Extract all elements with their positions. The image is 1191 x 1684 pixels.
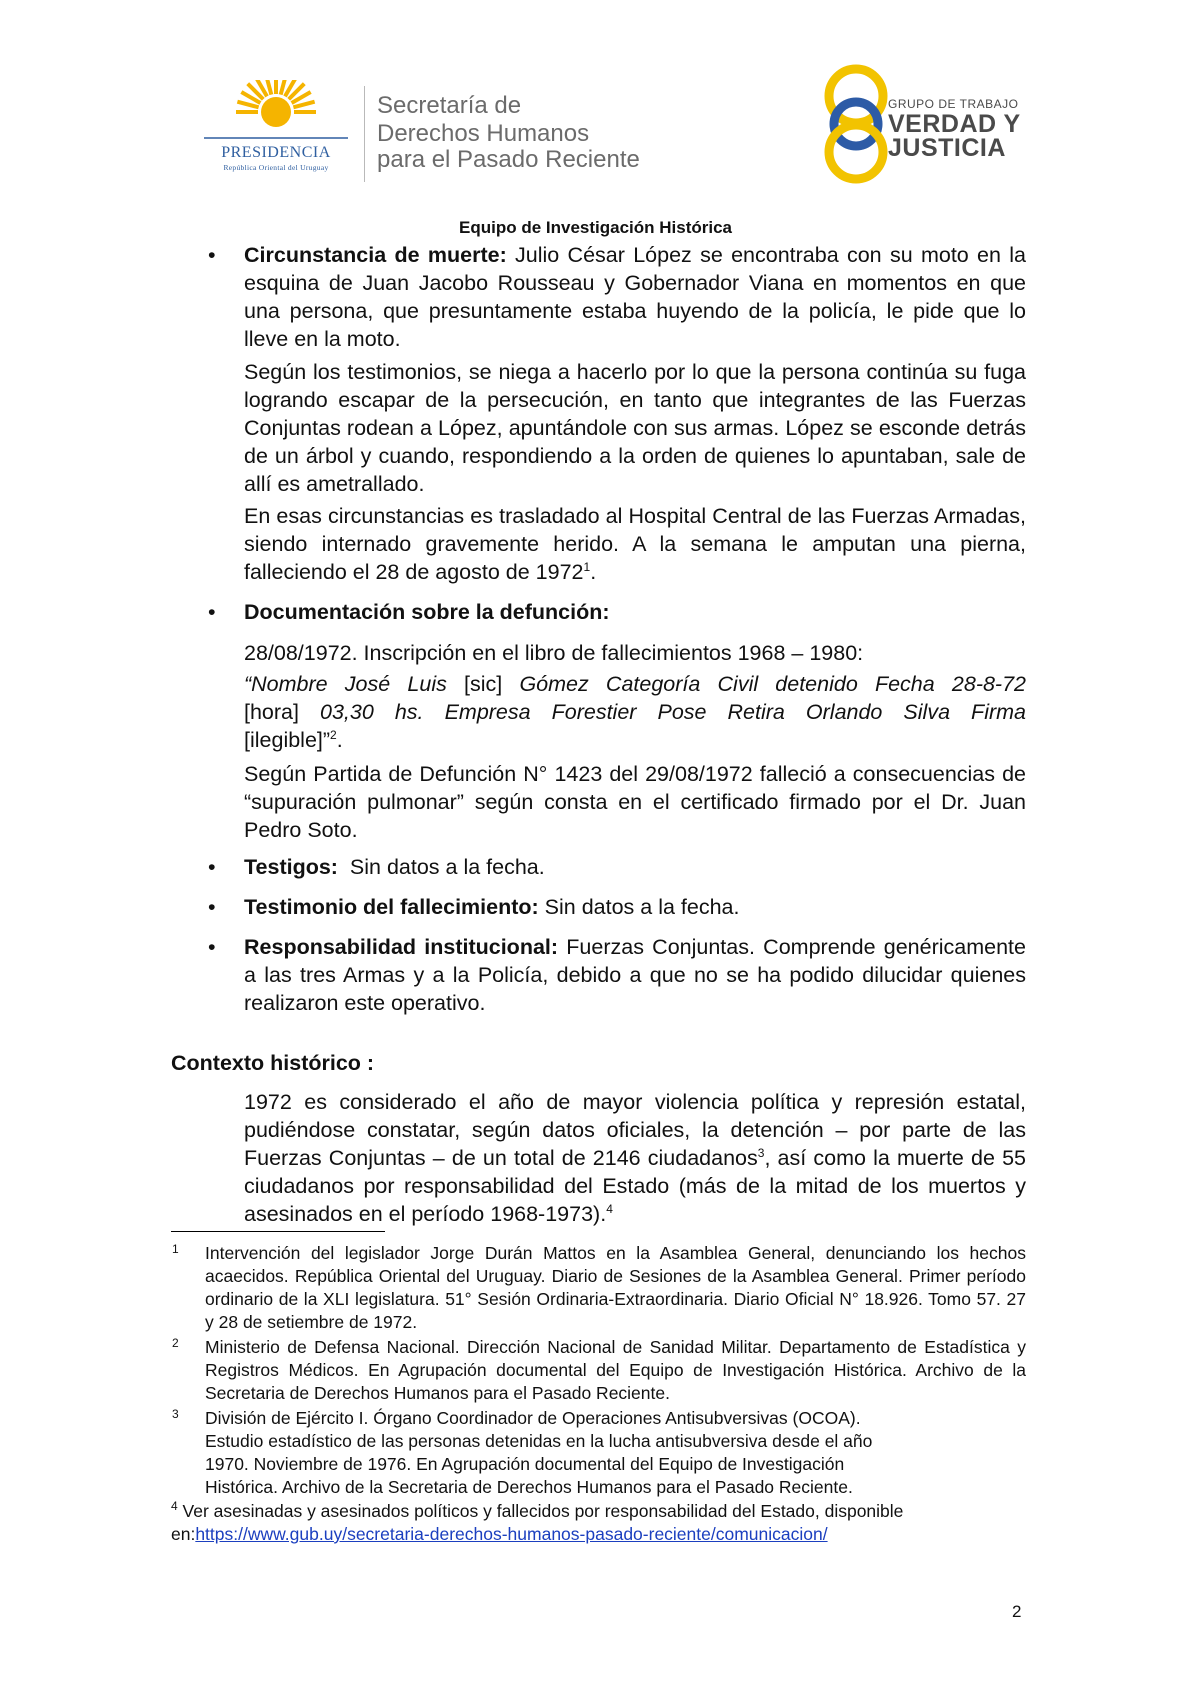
presidencia-subtitle: República Oriental del Uruguay xyxy=(223,163,329,172)
bullet: • xyxy=(208,935,216,959)
verdad-y-label: VERDAD Y xyxy=(888,110,1021,138)
footnote-3-line: División de Ejército I. Órgano Coordinador de Operaciones Antisubversivas (OCOA). xyxy=(205,1408,861,1428)
sun-ray xyxy=(293,102,314,108)
responsabilidad-label: Responsabilidad institucional: xyxy=(244,935,559,959)
contexto-paragraph xyxy=(244,1088,1026,1228)
circunstancia-label: Circunstancia de muerte: xyxy=(244,243,507,267)
quote-part: “Nombre José Luis xyxy=(244,672,447,696)
bullet: • xyxy=(208,600,216,624)
secretaria-line-2: Derechos Humanos xyxy=(377,120,590,147)
footnote-1: Intervención del legislador Jorge Durán Mattos en la Asamblea General, denunciando los hechos acaecidos. República Oriental del Uruguay. Diario de Sesiones de la Asamblea General. Primer período ordinario de la XLI legislatura. 51° Sesión Ordinaria-Extraordinaria. Diario Oficial N° 18.926. Tomo 57. 27 y 28 de setiembre de 1972. xyxy=(205,1243,1026,1332)
secretaria-line-3: para el Pasado Reciente xyxy=(377,146,640,173)
contexto-heading: Contexto histórico : xyxy=(171,1051,375,1075)
footnote-ref-3[interactable]: 3 xyxy=(757,1145,765,1160)
testimonio-text: Sin datos a la fecha. xyxy=(538,895,740,919)
documentacion-heading xyxy=(244,598,1026,626)
footnote-number-4: 4 xyxy=(171,1499,178,1514)
footnote-3-line: Histórica. Archivo de la Secretaria de Derechos Humanos para el Pasado Reciente. xyxy=(205,1477,853,1497)
footnote-separator xyxy=(171,1231,385,1232)
footnote-number-2: 2 xyxy=(172,1336,179,1350)
circunstancia-paragraph xyxy=(244,241,1026,353)
contexto-text-b: , así como la muerte de 55 ciudadanos por responsabilidad del Estado (más de la mitad de los muertos y asesinados en el período 1968-1973). xyxy=(244,1146,1026,1226)
bullet: • xyxy=(208,895,216,919)
testigos-text: Sin datos a la fecha. xyxy=(337,855,545,879)
circunstancia-paragraph-2: Según los testimonios, se niega a hacerlo por lo que la persona continúa su fuga logrando escapar de la persecución, en tanto que integrantes de las Fuerzas Conjuntas rodean a López, apuntándole con sus armas. López se esconde detrás de un árbol y cuando, respondiendo a la orden de quienes lo apuntaban, sale de allí es ametrallado. xyxy=(244,360,1026,496)
documentacion-quote: “Nombre José Luis [sic] Gómez Categoría Civil detenido Fecha 28-8-72 [hora] 03,30 hs. Empresa Forestier Pose Retira Orlando Silva Firma [ilegible]”$^2$. xyxy=(244,672,1027,752)
quote-part: Gómez Categoría Civil detenido Fecha 28-8-72 xyxy=(519,672,1027,696)
sun-ray xyxy=(237,102,258,108)
documentacion-paragraph-3: Según Partida de Defunción N° 1423 del 29/08/1972 falleció a consecuencias de “supuración pulmonar” según consta en el certificado firmado por el Dr. Juan Pedro Soto. xyxy=(244,762,1026,842)
testimonio-label: Testimonio del fallecimiento: xyxy=(244,895,539,919)
documentacion-label: Documentación sobre la defunción: xyxy=(244,600,610,624)
secretaria-line-1: Secretaría de xyxy=(377,92,522,119)
quote-part: [sic] xyxy=(446,672,520,696)
footnote-ref-1[interactable]: 1 xyxy=(583,559,591,574)
footnote-4 xyxy=(171,1500,1026,1546)
circunstancia-paragraph-3: En esas circunstancias es trasladado al Hospital Central de las Fuerzas Armadas, siendo internado gravemente herido. A la semana le amputan una pierna, falleciendo el 28 de agosto de 1972$^1$. xyxy=(244,504,1026,584)
footnote-number-3: 3 xyxy=(172,1407,179,1421)
footnote-3-line: 1970. Noviembre de 1976. En Agrupación documental del Equipo de Investigación xyxy=(205,1454,845,1474)
footnote-3-line: Estudio estadístico de las personas detenidas en la lucha antisubversiva desde el año xyxy=(205,1431,873,1451)
documentacion-paragraph-1: 28/08/1972. Inscripción en el libro de fallecimientos 1968 – 1980: xyxy=(244,641,864,665)
footnote-3 xyxy=(205,1407,1026,1499)
footnote-4-text: Ver asesinadas y asesinados políticos y fallecidos por responsabilidad del Estado, disponible en: xyxy=(171,1501,904,1544)
page-number: 2 xyxy=(1012,1602,1022,1621)
responsabilidad-paragraph xyxy=(244,933,1026,1017)
bullet: • xyxy=(208,855,216,879)
header-divider xyxy=(364,86,365,182)
quote-part: [hora] xyxy=(244,700,321,724)
testigos-label: Testigos: xyxy=(244,855,338,879)
quote-part: [ilegible]” xyxy=(244,728,331,752)
bullet: • xyxy=(208,243,216,267)
footnote-ref-2[interactable]: 2 xyxy=(330,727,337,742)
testimonio-line xyxy=(244,893,1026,921)
quote-part: 03,30 hs. Empresa Forestier Pose Retira Orlando Silva Firma xyxy=(320,700,1026,724)
presidencia-title: PRESIDENCIA xyxy=(221,144,331,161)
circunstancia-text: Julio César López se encontraba con su moto en la esquina de Juan Jacobo Rousseau y Gobernador Viana en momentos en que una persona, que presuntamente estaba huyendo de la policía, le pide que lo lleve en la moto. xyxy=(244,243,1026,351)
grupo-trabajo-label: GRUPO DE TRABAJO xyxy=(888,97,1019,111)
footnote-number-1: 1 xyxy=(172,1242,179,1256)
footnote-2: Ministerio de Defensa Nacional. Dirección Nacional de Sanidad Militar. Departamento de Estadística y Registros Médicos. En Agrupación documental del Equipo de Investigación Histórica. Archivo de la Secretaria de Derechos Humanos para el Pasado Reciente. xyxy=(205,1337,1026,1403)
footnote-ref-4[interactable]: 4 xyxy=(606,1201,613,1216)
testigos-line xyxy=(244,853,1026,881)
justicia-label: JUSTICIA xyxy=(888,134,1006,162)
footnote-4-link[interactable]: https://www.gub.uy/secretaria-derechos-humanos-pasado-reciente/comunicacion/ xyxy=(195,1524,828,1544)
circunstancia-text-3: En esas circunstancias es trasladado al Hospital Central de las Fuerzas Armadas, siendo internado gravemente herido. A la semana le amputan una pierna, falleciendo el 28 de agosto de 1972 xyxy=(244,504,1026,584)
team-heading: Equipo de Investigación Histórica xyxy=(459,218,732,237)
contexto-text-a: 1972 es considerado el año de mayor violencia política y represión estatal, pudiéndose constatar, según datos oficiales, la detención – por parte de las Fuerzas Conjuntas – de un total de 2146 ciudadanos xyxy=(244,1090,1026,1170)
responsabilidad-text: Fuerzas Conjuntas. Comprende genéricamente a las tres Armas y a la Policía, debido a que no se ha podido dilucidar quienes realizaron este operativo. xyxy=(244,935,1026,1015)
